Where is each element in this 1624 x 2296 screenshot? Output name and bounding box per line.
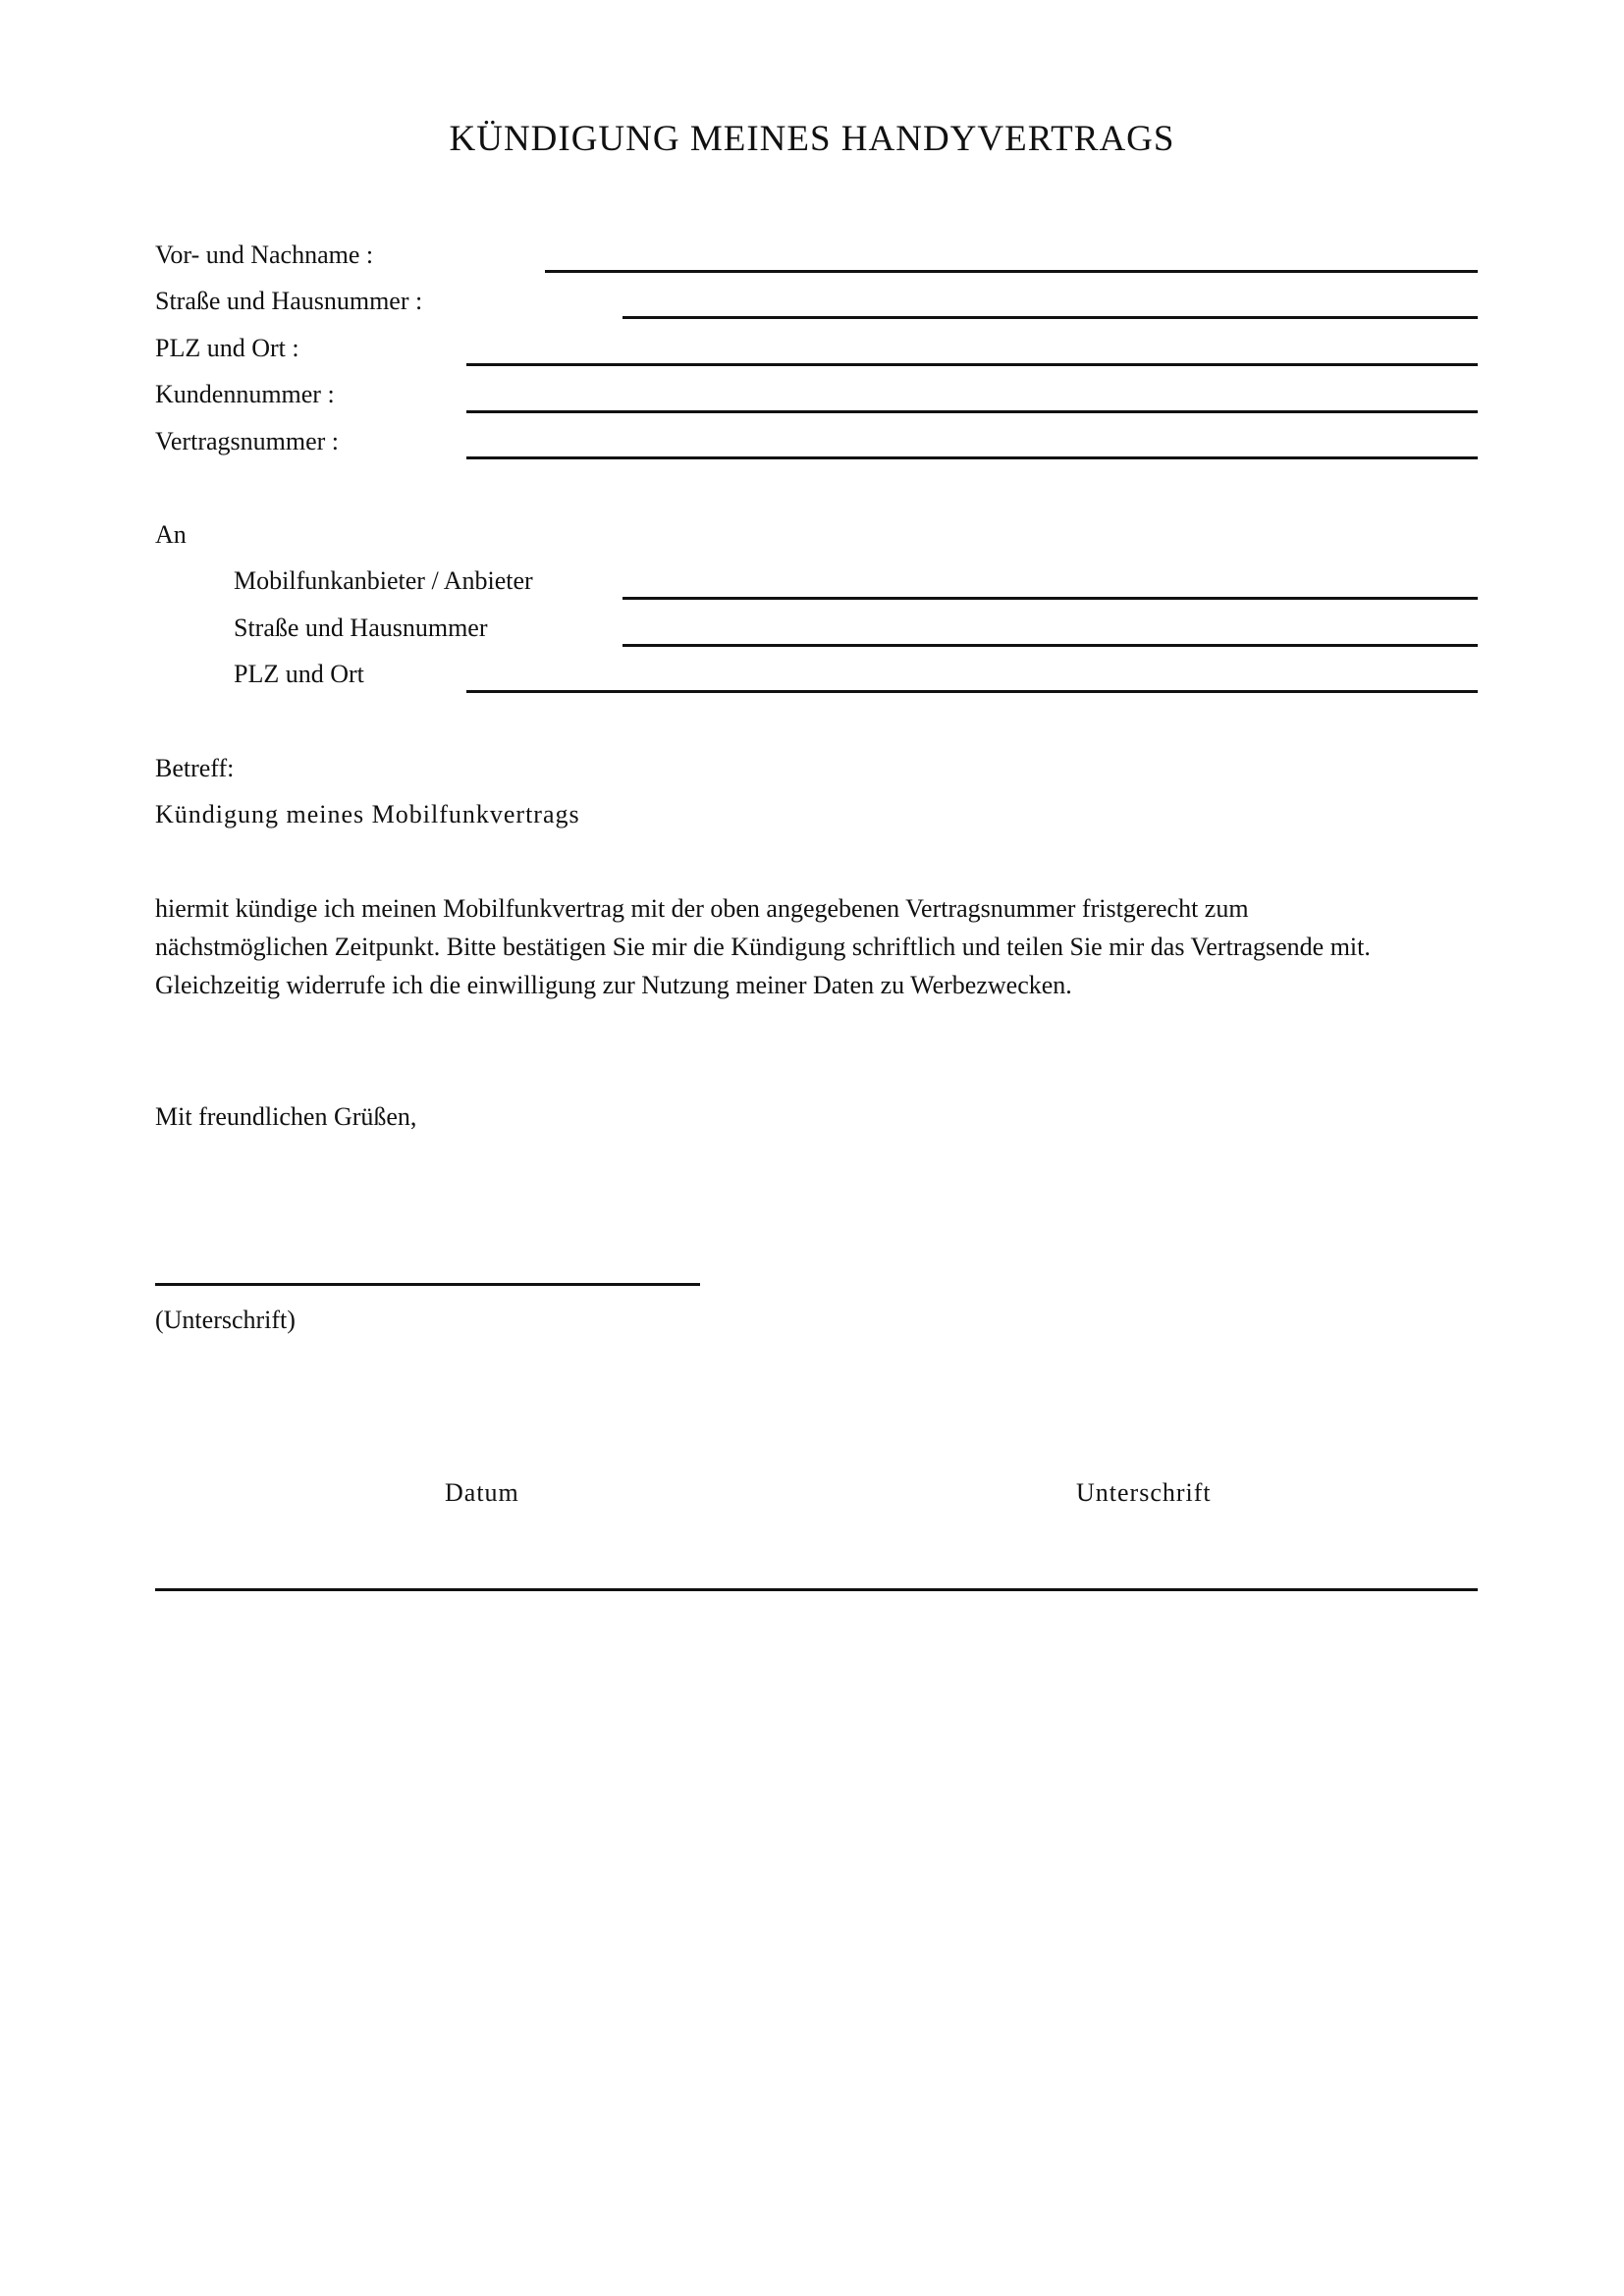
- contract-number-label: Vertragsnummer :: [155, 427, 340, 455]
- letter-body-line: Gleichzeitig widerrufe ich die einwilligung zur Nutzung meiner Daten zu Werbezwecken.: [155, 971, 1072, 999]
- subject-label: Betreff:: [155, 754, 235, 782]
- sender-street-line[interactable]: [623, 316, 1478, 319]
- customer-number-label: Kundennummer :: [155, 380, 335, 408]
- sender-city-label: PLZ und Ort :: [155, 334, 299, 362]
- contract-number-line[interactable]: [466, 456, 1478, 459]
- provider-city-line[interactable]: [466, 690, 1478, 693]
- recipient-heading: An: [155, 520, 187, 549]
- footer-rule[interactable]: [155, 1588, 1478, 1591]
- provider-name-line[interactable]: [623, 597, 1478, 600]
- subject-text: Kündigung meines Mobilfunkvertrags: [155, 800, 580, 828]
- provider-city-label: PLZ und Ort: [234, 660, 364, 688]
- letter-body-line: hiermit kündige ich meinen Mobilfunkvertrag mit der oben angegebenen Vertragsnummer fristgerecht zum: [155, 894, 1249, 923]
- provider-street-line[interactable]: [623, 644, 1478, 647]
- sender-name-label: Vor- und Nachname :: [155, 240, 374, 269]
- provider-name-label: Mobilfunkanbieter / Anbieter: [234, 566, 533, 595]
- sender-name-line[interactable]: [545, 270, 1478, 273]
- signature-line[interactable]: [155, 1283, 700, 1286]
- document-title: KÜNDIGUNG MEINES HANDYVERTRAGS: [449, 119, 1175, 159]
- customer-number-line[interactable]: [466, 410, 1478, 413]
- sender-street-label: Straße und Hausnummer :: [155, 287, 423, 315]
- sender-city-line[interactable]: [466, 363, 1478, 366]
- footer-date-label: Datum: [445, 1478, 519, 1507]
- footer-signature-label: Unterschrift: [1076, 1478, 1212, 1507]
- letter-body: [155, 889, 1530, 1004]
- provider-street-label: Straße und Hausnummer: [234, 614, 488, 642]
- signature-caption: (Unterschrift): [155, 1306, 296, 1334]
- letter-body-line: nächstmöglichen Zeitpunkt. Bitte bestätigen Sie mir die Kündigung schriftlich und teilen Sie mir das Vertragsende mit.: [155, 933, 1371, 961]
- closing-greeting: Mit freundlichen Grüßen,: [155, 1102, 417, 1131]
